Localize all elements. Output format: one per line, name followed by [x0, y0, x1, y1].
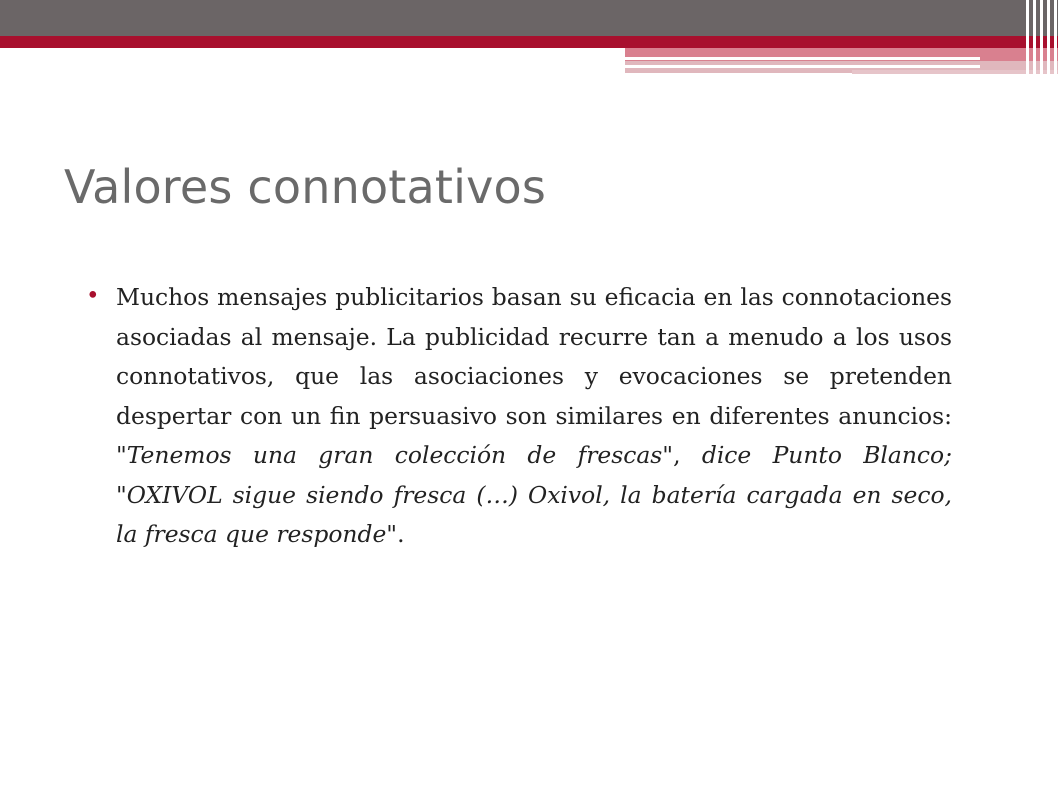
quote-oxivol: "OXIVOL sigue siendo fresca (…) Oxivol, la batería cargada en seco, la fresca que responde" [116, 480, 952, 548]
stripe [1054, 0, 1057, 74]
bullet-paragraph [86, 278, 952, 555]
stripe [1047, 0, 1050, 74]
stripe [1033, 0, 1036, 74]
quote-punto-blanco: "Tenemos una gran colección de frescas" [116, 441, 674, 469]
stripe [1026, 0, 1029, 74]
header-corner-stripes [1022, 0, 1058, 74]
slide-title: Valores connotativos [64, 160, 547, 214]
bullet-marker: • [86, 283, 100, 309]
header-white-line [625, 65, 980, 68]
end-punctuation: . [397, 520, 405, 548]
body-intro-text: Muchos mensajes publicitarios basan su eficacia en las connotaciones asociadas al mensaje. La publicidad recurre tan a menudo a los usos connotativos, que las asociaciones y evocaciones se pretenden despertar con un fin persuasivo son similares en diferentes anuncios: [116, 283, 952, 430]
stripe [1040, 0, 1043, 74]
header-white-line [625, 57, 980, 60]
header-gray-bar [0, 0, 1058, 36]
header-red-bar [0, 36, 1058, 48]
attribution-text: dice Punto Blanco; [701, 441, 952, 469]
separator-text: , [673, 441, 702, 469]
